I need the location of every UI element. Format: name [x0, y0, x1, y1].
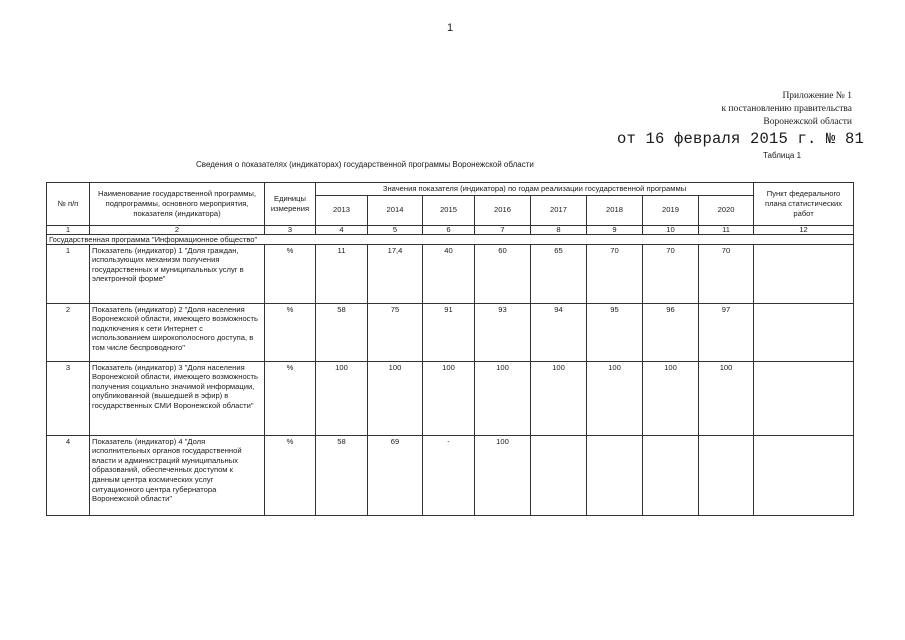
federal-plan-cell — [754, 435, 854, 515]
header-year: 2015 — [423, 195, 475, 225]
column-number: 10 — [643, 225, 699, 234]
header-num: № п/п — [47, 183, 90, 226]
header-year: 2019 — [643, 195, 699, 225]
column-number: 5 — [368, 225, 423, 234]
column-numbers-row — [47, 225, 854, 234]
appendix-line-1: Приложение № 1 — [782, 91, 852, 101]
column-number: 2 — [90, 225, 265, 234]
program-title-row — [47, 234, 854, 244]
value-cell: 100 — [368, 361, 423, 435]
order-reference: от 16 февраля 2015 г. № 81 — [617, 130, 865, 148]
header-year: 2018 — [587, 195, 643, 225]
value-cell: 100 — [531, 361, 587, 435]
value-cell: - — [423, 435, 475, 515]
unit-cell: % — [265, 244, 316, 303]
header-year: 2013 — [316, 195, 368, 225]
unit-cell: % — [265, 435, 316, 515]
indicator-name: Показатель (индикатор) 1 "Доля граждан, использующих механизм получения государственных и муниципальных услуг в электронной форме" — [90, 244, 265, 303]
program-title: Государственная программа "Информационное общество" — [47, 234, 854, 244]
value-cell — [587, 435, 643, 515]
federal-plan-cell — [754, 244, 854, 303]
value-cell: 100 — [423, 361, 475, 435]
value-cell: 58 — [316, 303, 368, 361]
value-cell: 70 — [699, 244, 754, 303]
value-cell: 70 — [587, 244, 643, 303]
column-number: 6 — [423, 225, 475, 234]
value-cell: 93 — [475, 303, 531, 361]
document-title: Сведения о показателях (индикаторах) государственной программы Воронежской области — [196, 160, 534, 169]
value-cell: 100 — [475, 361, 531, 435]
value-cell: 100 — [643, 361, 699, 435]
value-cell: 69 — [368, 435, 423, 515]
row-number: 1 — [47, 244, 90, 303]
unit-cell: % — [265, 361, 316, 435]
federal-plan-cell — [754, 361, 854, 435]
column-number: 12 — [754, 225, 854, 234]
column-number: 7 — [475, 225, 531, 234]
value-cell: 17,4 — [368, 244, 423, 303]
appendix-line-3: Воронежской области — [763, 117, 852, 127]
column-number: 3 — [265, 225, 316, 234]
value-cell: 70 — [643, 244, 699, 303]
value-cell: 11 — [316, 244, 368, 303]
federal-plan-cell — [754, 303, 854, 361]
header-year: 2016 — [475, 195, 531, 225]
header-name: Наименование государственной программы, подпрограммы, основного мероприятия, показателя (индикатора) — [90, 183, 265, 226]
value-cell: 100 — [699, 361, 754, 435]
value-cell — [643, 435, 699, 515]
unit-cell: % — [265, 303, 316, 361]
table-row — [47, 361, 854, 435]
value-cell: 91 — [423, 303, 475, 361]
value-cell: 58 — [316, 435, 368, 515]
header-unit: Единицы измерения — [265, 183, 316, 226]
value-cell: 100 — [587, 361, 643, 435]
page-number: 1 — [447, 22, 454, 34]
value-cell: 94 — [531, 303, 587, 361]
row-number: 2 — [47, 303, 90, 361]
table-row — [47, 303, 854, 361]
value-cell: 100 — [475, 435, 531, 515]
indicator-name: Показатель (индикатор) 3 "Доля населения Воронежской области, имеющего возможность получения социально значимой информации, опубликованной (вышедшей в эфир) в государственных СМИ Воронежской области" — [90, 361, 265, 435]
value-cell: 40 — [423, 244, 475, 303]
appendix-line-2: к постановлению правительства — [721, 104, 852, 114]
table-row — [47, 244, 854, 303]
value-cell — [531, 435, 587, 515]
value-cell: 96 — [643, 303, 699, 361]
table-row — [47, 435, 854, 515]
value-cell: 60 — [475, 244, 531, 303]
column-number: 1 — [47, 225, 90, 234]
indicators-table — [46, 182, 854, 516]
value-cell: 97 — [699, 303, 754, 361]
value-cell: 65 — [531, 244, 587, 303]
column-number: 4 — [316, 225, 368, 234]
value-cell — [699, 435, 754, 515]
header-year: 2020 — [699, 195, 754, 225]
header-year: 2017 — [531, 195, 587, 225]
header-federal-plan: Пункт федерального плана статистических работ — [754, 183, 854, 226]
column-number: 8 — [531, 225, 587, 234]
column-number: 11 — [699, 225, 754, 234]
header-year: 2014 — [368, 195, 423, 225]
indicator-name: Показатель (индикатор) 2 "Доля населения Воронежской области, имеющего возможность подключения к сети Интернет с использованием широкополосного доступа, в том числе беспроводного" — [90, 303, 265, 361]
row-number: 4 — [47, 435, 90, 515]
table-label: Таблица 1 — [763, 151, 802, 160]
header-values-group: Значения показателя (индикатора) по годам реализации государственной программы — [316, 183, 754, 196]
indicator-name: Показатель (индикатор) 4 "Доля исполнительных органов государственной власти и администраций муниципальных образований, обеспеченных доступом к данным центра космических услуг ситуационного центра губернатора Воронежской области" — [90, 435, 265, 515]
row-number: 3 — [47, 361, 90, 435]
value-cell: 75 — [368, 303, 423, 361]
value-cell: 95 — [587, 303, 643, 361]
value-cell: 100 — [316, 361, 368, 435]
column-number: 9 — [587, 225, 643, 234]
